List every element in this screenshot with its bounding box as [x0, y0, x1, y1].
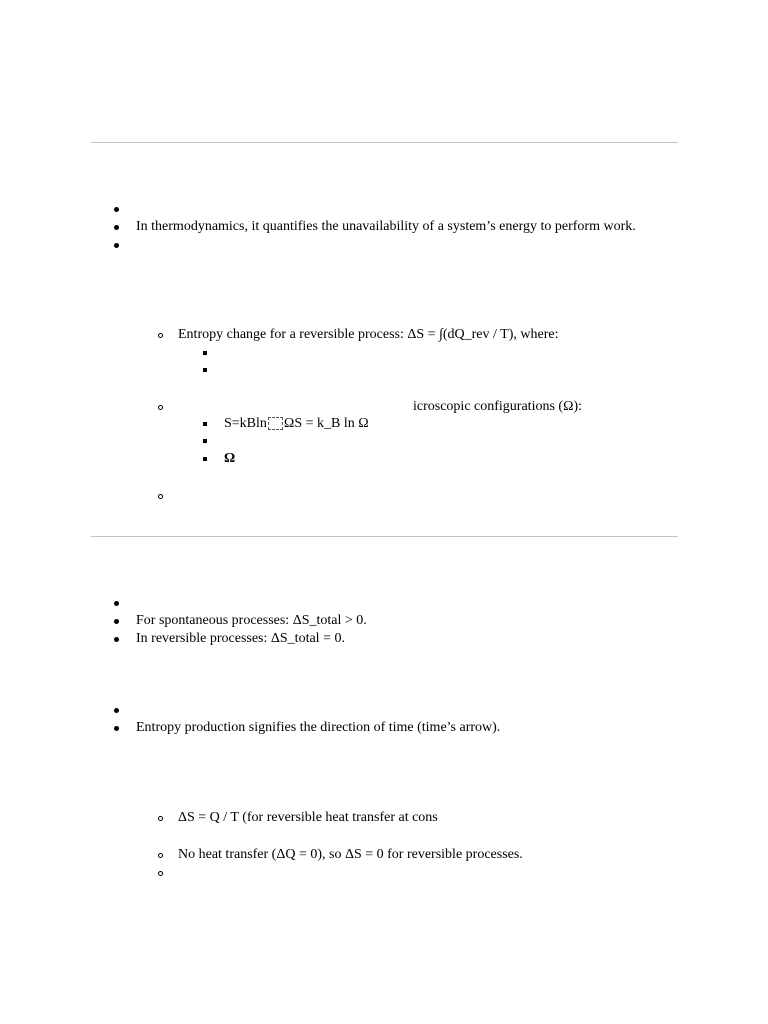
hollow-bullet-icon	[158, 853, 163, 858]
bullet-icon	[114, 207, 119, 212]
bullet-icon	[114, 225, 119, 230]
list-item	[114, 719, 500, 737]
sub-list-item	[158, 398, 178, 416]
boltzmann-definition-text: icroscopic configurations (Ω):	[413, 399, 583, 414]
list-item	[114, 200, 136, 218]
omega-symbol: Ω	[224, 451, 236, 466]
bullet-icon	[114, 726, 119, 731]
sub-sub-list-item	[203, 344, 224, 362]
bullet-icon	[114, 619, 119, 624]
sub-list-item	[158, 326, 558, 344]
square-bullet-icon	[203, 439, 207, 443]
bullet-icon	[114, 637, 119, 642]
sub-list-item	[158, 864, 178, 882]
list-item-text: In thermodynamics, it quantifies the unavailability of a system’s energy to perform work.	[136, 219, 636, 234]
clausius-definition-text: Entropy change for a reversible process: ΔS = ∫(dQ_rev / T), where:	[178, 327, 559, 342]
list-item	[114, 630, 345, 648]
sub-list-item-text: ΔS = Q / T (for reversible heat transfer at cons	[178, 810, 438, 825]
hollow-bullet-icon	[158, 871, 163, 876]
list-item-text: In reversible processes: ΔS_total = 0.	[136, 631, 345, 646]
hollow-bullet-icon	[158, 816, 163, 821]
square-bullet-icon	[203, 457, 207, 461]
hollow-bullet-icon	[158, 405, 163, 410]
square-bullet-icon	[203, 422, 207, 426]
list-item	[114, 594, 136, 612]
sub-sub-list-item	[203, 361, 224, 379]
hollow-bullet-icon	[158, 494, 163, 499]
list-item	[114, 218, 636, 236]
missing-glyph-icon	[268, 417, 283, 430]
sub-sub-list-item	[203, 415, 369, 433]
list-item	[114, 701, 136, 719]
list-item	[114, 236, 136, 254]
sub-list-item	[158, 487, 178, 505]
list-item	[114, 612, 367, 630]
list-item-text: For spontaneous processes: ΔS_total > 0.	[136, 613, 367, 628]
bullet-icon	[114, 601, 119, 606]
horizontal-rule-middle	[91, 536, 678, 537]
square-bullet-icon	[203, 368, 207, 372]
boltzmann-formula: S=kBln ΩS = k_B ln Ω	[224, 416, 369, 431]
sub-sub-list-item	[203, 432, 224, 450]
bullet-icon	[114, 708, 119, 713]
square-bullet-icon	[203, 351, 207, 355]
sub-list-item	[158, 846, 523, 864]
bullet-icon	[114, 243, 119, 248]
hollow-bullet-icon	[158, 333, 163, 338]
sub-list-item	[158, 809, 438, 827]
sub-list-item-text: No heat transfer (ΔQ = 0), so ΔS = 0 for reversible processes.	[178, 847, 523, 862]
list-item-text: Entropy production signifies the direction of time (time’s arrow).	[136, 720, 501, 735]
sub-sub-list-item	[203, 450, 235, 468]
horizontal-rule-top	[91, 142, 678, 143]
